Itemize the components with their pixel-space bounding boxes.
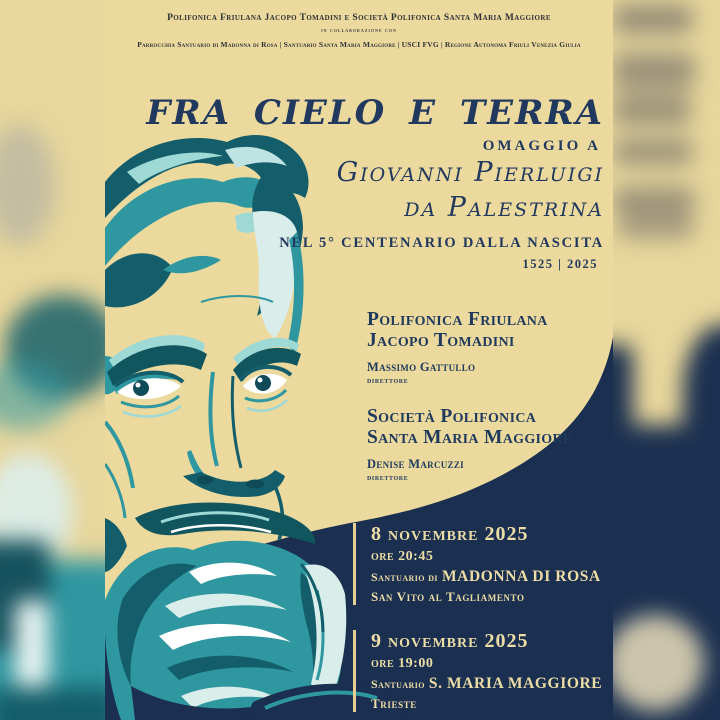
choir-2-director-role: direttore (367, 471, 409, 482)
blurred-background-left (0, 0, 105, 720)
event-2-venue-prefix: Santuario (371, 677, 425, 691)
header-partners-line: Parrocchia Santuario di Madonna di Rosa | Santuario Santa Maria Maggiore | USCI FVG | Regione Autonoma Friuli Venezia Giulia (137, 40, 581, 49)
performer-2 (367, 406, 573, 482)
choir-1-name-line-1: Polifonica Friulana (367, 309, 548, 330)
event-2-time: ore 19:00 (371, 656, 434, 671)
event-block-1 (353, 523, 601, 605)
centenary-line: NEL 5° CENTENARIO DALLA NASCITA (279, 235, 604, 252)
event-2-city: Trieste (371, 696, 417, 711)
performers-block (367, 309, 573, 503)
event-1-time: ore 20:45 (371, 549, 434, 564)
blur-layer-left (0, 0, 105, 720)
anniversary-years: 1525 | 2025 (522, 257, 598, 272)
event-1-venue (371, 568, 601, 586)
blur-layer-right (613, 0, 720, 720)
event-2-date: 9 novembre 2025 (371, 630, 529, 652)
event-block-2 (353, 630, 602, 712)
blurred-background-right (613, 0, 720, 720)
choir-2-name-line-2: Santa Maria Maggiore (367, 427, 573, 449)
choir-1-director-role: direttore (367, 374, 409, 385)
composer-name-line-2: da Palestrina (404, 192, 604, 224)
concert-poster (105, 0, 613, 720)
header-collaboration-label: in collaborazione con (321, 28, 397, 34)
choir-2-name-line-1: Società Polifonica (367, 405, 537, 427)
header-choirs-line: Polifonica Friulana Jacopo Tomadini e Società Polifonica Santa Maria Maggiore (167, 13, 551, 23)
poster-title: FRA CIELO E TERRA (146, 93, 604, 133)
poster-header (105, 0, 613, 49)
choir-1-director: Massimo Gattullo (367, 359, 476, 374)
choir-1-name-line-2: Jacopo Tomadini (367, 330, 515, 352)
performer-1 (367, 309, 573, 385)
event-1-venue-prefix: Santuario di (371, 570, 438, 584)
title-block (146, 95, 604, 272)
event-2-venue-name: S. MARIA MAGGIORE (428, 675, 603, 692)
event-1-date: 8 novembre 2025 (371, 523, 529, 545)
event-1-city: San Vito al Tagliamento (371, 589, 525, 604)
event-1-venue-name: MADONNA DI ROSA (441, 568, 601, 585)
choir-2-director: Denise Marcuzzi (367, 456, 464, 471)
tribute-label: OMAGGIO A (482, 138, 601, 155)
composer-name-line-1: Giovanni Pierluigi (336, 157, 604, 189)
event-2-venue (371, 675, 602, 693)
